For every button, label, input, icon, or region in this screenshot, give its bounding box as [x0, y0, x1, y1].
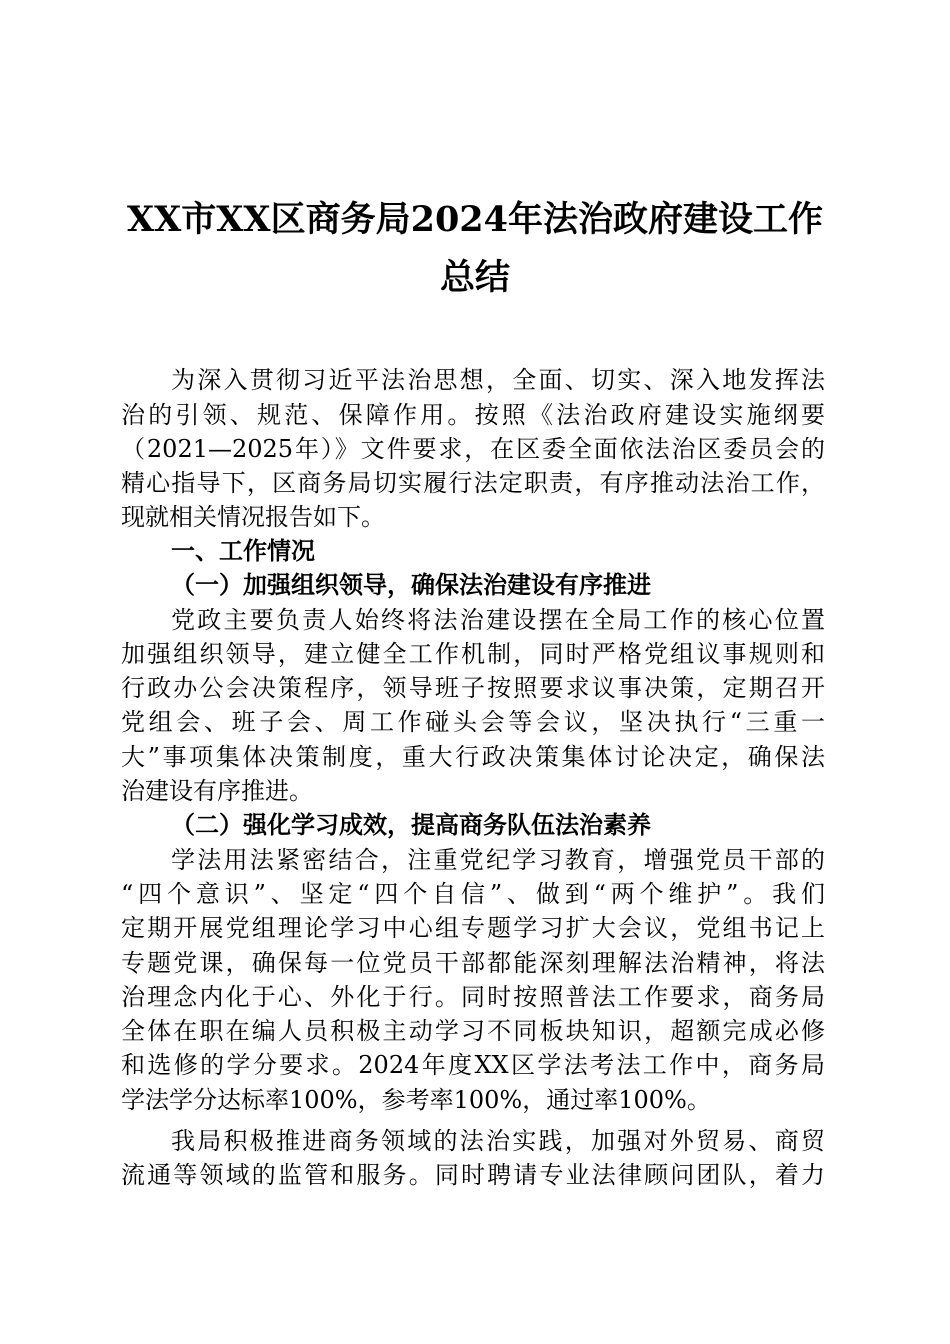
paragraph-line: 我局积极推进商务领域的法治实践，加强对外贸易、商贸 [171, 1127, 825, 1155]
paragraph-line: 全体在职在编人员积极主动学习不同板块知识，超额完成必修 [121, 1017, 825, 1045]
paragraph-line: 加强组织领导，建立健全工作机制，同时严格党组议事规则和 [121, 640, 825, 668]
subsection-heading: （二）强化学习成效，提高商务队伍法治素养 [171, 810, 651, 839]
paragraph-line: 党政主要负责人始终将法治建设摆在全局工作的核心位置 [171, 606, 825, 634]
paragraph-line: 定期开展党组理论学习中心组专题学习扩大会议，党组书记上 [121, 914, 825, 942]
document-title-line-1: XX市XX区商务局2024年法治政府建设工作 [126, 199, 824, 240]
paragraph-line: 学法学分达标率100%，参考率100%，通过率100%。 [121, 1086, 711, 1114]
paragraph-line: 流通等领域的监管和服务。同时聘请专业法律顾问团队，着力 [121, 1161, 825, 1189]
paragraph-line: 精心指导下，区商务局切实履行法定职责，有序推动法治工作， [121, 469, 825, 497]
paragraph-line: 治建设有序推进。 [121, 777, 313, 805]
paragraph-line: 党组会、班子会、周工作碰头会等会议，坚决执行“三重一 [121, 708, 825, 736]
paragraph-line: 治理念内化于心、外化于行。同时按照普法工作要求，商务局 [121, 983, 825, 1011]
subsection-heading: （一）加强组织领导，确保法治建设有序推进 [171, 570, 651, 599]
paragraph-line: 行政办公会决策程序，领导班子按照要求议事决策，定期召开 [121, 674, 825, 702]
paragraph-line: “四个意识”、坚定“四个自信”、做到“两个维护”。我们 [121, 880, 825, 908]
section-heading: 一、工作情况 [171, 537, 315, 565]
paragraph-line: 大”事项集体决策制度，重大行政决策集体讨论决定，确保法 [121, 743, 825, 771]
paragraph-line: 专题党课，确保每一位党员干部都能深刻理解法治精神，将法 [121, 949, 825, 977]
paragraph-line: 现就相关情况报告如下。 [121, 503, 385, 531]
paragraph-line: 和选修的学分要求。2024年度XX区学法考法工作中，商务局 [121, 1051, 825, 1079]
paragraph-line: 治的引领、规范、保障作用。按照《法治政府建设实施纲要 [121, 401, 825, 429]
document-title-line-2: 总结 [439, 257, 510, 298]
paragraph-line: （2021—2025年）》文件要求，在区委全面依法治区委员会的 [121, 435, 825, 463]
paragraph-line: 为深入贯彻习近平法治思想，全面、切实、深入地发挥法 [171, 366, 825, 394]
paragraph-line: 学法用法紧密结合，注重党纪学习教育，增强党员干部的 [171, 846, 825, 874]
